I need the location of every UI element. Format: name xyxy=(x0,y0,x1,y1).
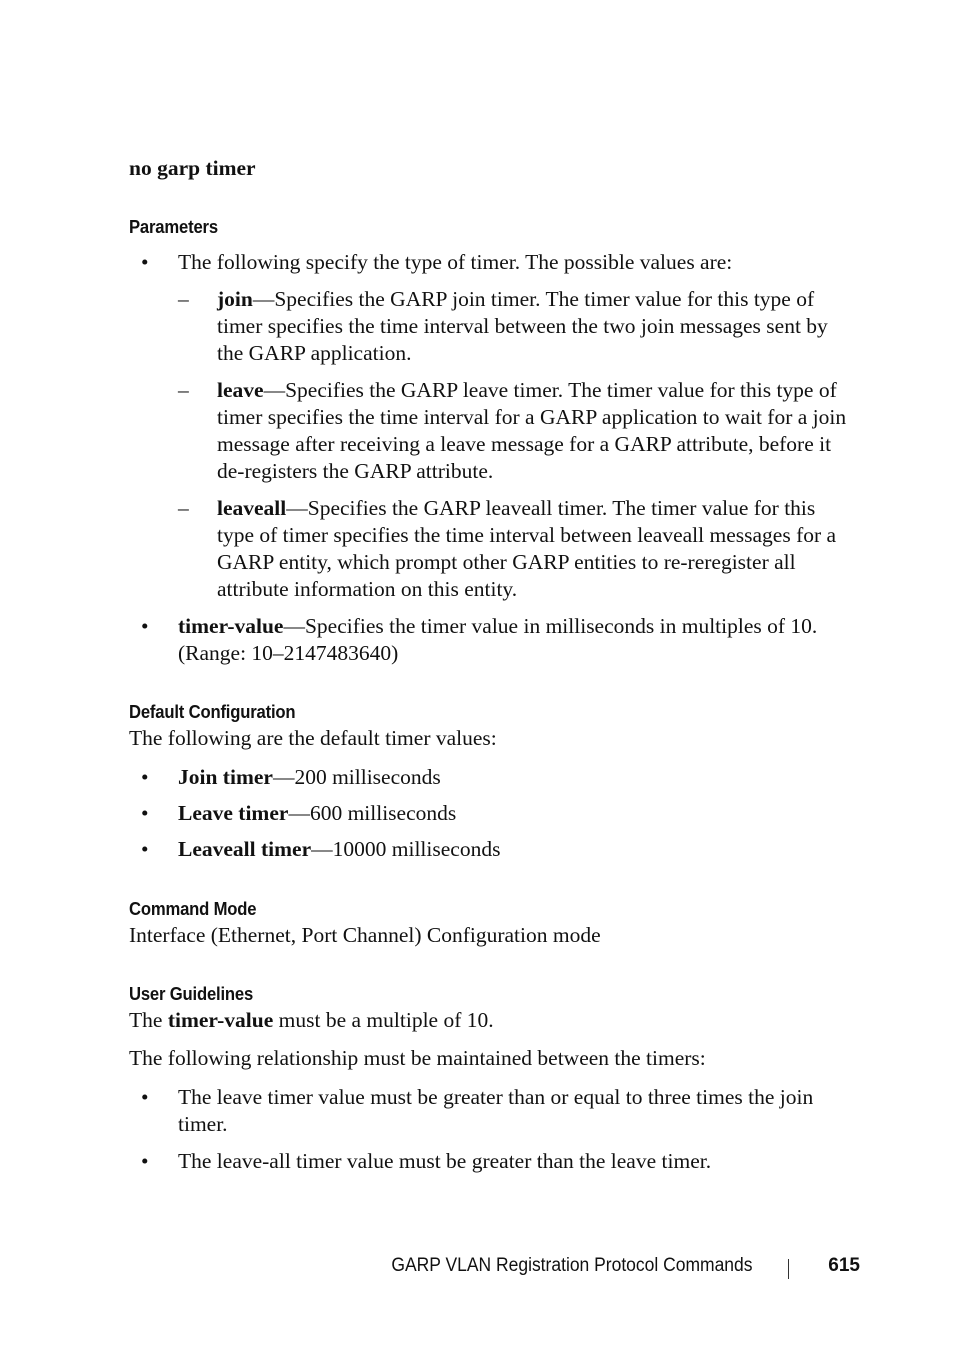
default-configuration-intro: The following are the default timer values: xyxy=(129,726,497,750)
text: must be a multiple of 10. xyxy=(273,1008,494,1032)
footer-chapter-title: GARP VLAN Registration Protocol Commands xyxy=(390,1255,752,1276)
default-leave-timer xyxy=(178,800,858,827)
guideline-1: The leave timer value must be greater than or equal to three times the join timer. xyxy=(178,1085,814,1136)
join-description xyxy=(217,286,857,367)
value: —600 milliseconds xyxy=(288,801,457,825)
value: —10000 milliseconds xyxy=(311,837,501,861)
bullet-icon: • xyxy=(141,1149,149,1173)
bullet-icon: • xyxy=(141,765,149,789)
term: timer-value xyxy=(167,1008,274,1032)
bullet-icon: • xyxy=(141,801,149,825)
user-guidelines-p2: The following relationship must be maintained between the timers: xyxy=(129,1046,706,1070)
default-configuration-heading: Default Configuration xyxy=(129,701,296,722)
term: Join timer xyxy=(178,765,273,789)
timer-value-description xyxy=(178,613,858,667)
value: —200 milliseconds xyxy=(272,765,441,789)
user-guidelines-p1 xyxy=(129,1007,859,1034)
parameters-heading: Parameters xyxy=(129,216,218,237)
bullet-icon: • xyxy=(141,1085,149,1109)
page-number: 615 xyxy=(828,1255,860,1276)
term: leave xyxy=(217,378,264,402)
term: timer-value xyxy=(178,614,284,638)
dash-icon: – xyxy=(178,287,189,311)
definition: —Specifies the timer value in milliseconds in multiples of 10. (Range: 10–2147483640) xyxy=(178,614,818,665)
command-mode-text: Interface (Ethernet, Port Channel) Configuration mode xyxy=(129,923,601,947)
term: join xyxy=(217,287,253,311)
dash-icon: – xyxy=(178,378,189,402)
user-guidelines-heading: User Guidelines xyxy=(129,983,254,1004)
bullet-icon: • xyxy=(141,250,149,274)
bullet-icon: • xyxy=(141,837,149,861)
text: The xyxy=(129,1008,168,1032)
page-footer xyxy=(0,1255,954,1281)
leaveall-description xyxy=(217,495,857,603)
footer-divider xyxy=(788,1259,789,1279)
definition: —Specifies the GARP leaveall timer. The timer value for this type of timer specifies the time interval between leaveall messages for a GARP entity, which prompt other GARP entities to re-reregister all attribute information on this entity. xyxy=(217,496,837,601)
leave-description xyxy=(217,377,857,485)
definition: —Specifies the GARP join timer. The timer value for this type of timer specifies the time interval between the two join messages sent by the GARP application. xyxy=(217,287,828,365)
parameters-intro: The following specify the type of timer. The possible values are: xyxy=(178,250,733,274)
guideline-2: The leave-all timer value must be greater than the leave timer. xyxy=(178,1149,712,1173)
bullet-icon: • xyxy=(141,614,149,638)
command-mode-heading: Command Mode xyxy=(129,898,257,919)
command-syntax: no garp timer xyxy=(129,156,256,180)
default-leaveall-timer xyxy=(178,836,858,863)
definition: —Specifies the GARP leave timer. The timer value for this type of timer specifies the time interval for a GARP application to wait for a join message after receiving a leave message for a GARP attribute, before it de-registers the GARP attribute. xyxy=(217,378,847,483)
dash-icon: – xyxy=(178,496,189,520)
term: Leave timer xyxy=(178,801,289,825)
default-join-timer xyxy=(178,764,858,791)
term: leaveall xyxy=(217,496,287,520)
term: Leaveall timer xyxy=(178,837,312,861)
